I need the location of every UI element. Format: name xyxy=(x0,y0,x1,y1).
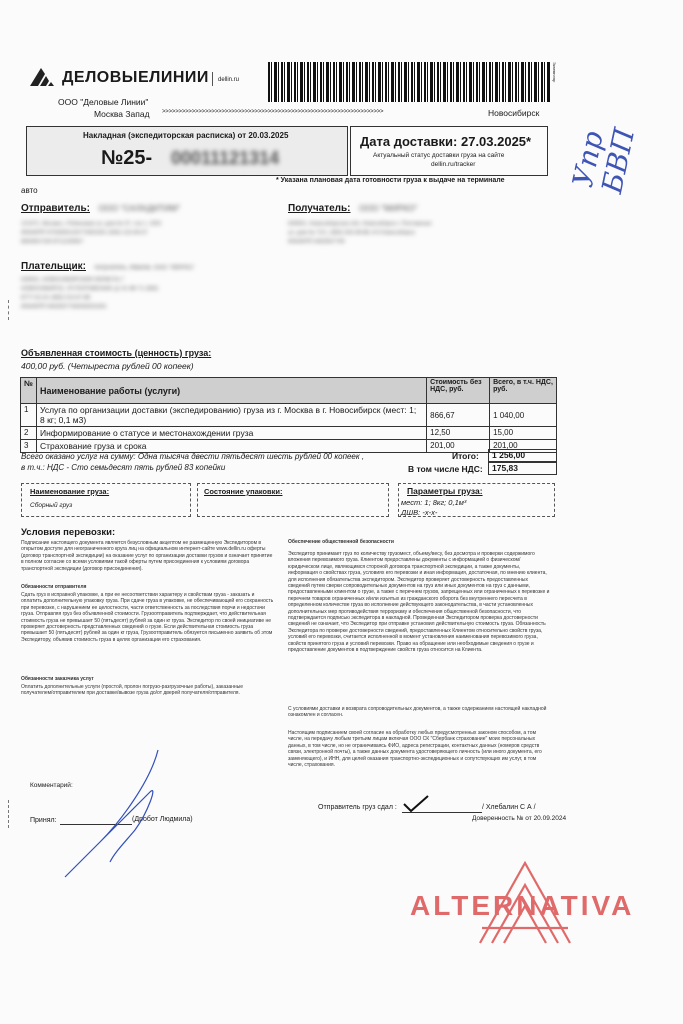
route-to: Новосибирск xyxy=(488,108,540,118)
copy-type: Экземпляр xyxy=(552,62,557,83)
service-total: 201,00 xyxy=(490,440,557,453)
cargo-params-label: Параметры груза: xyxy=(407,486,483,496)
receiver-line: 630001, Новосибирская обл, Новосибирск г, Полтавская xyxy=(288,221,432,227)
services-table xyxy=(20,377,557,453)
payer-label: Плательщик: xyxy=(21,261,86,272)
waybill-number-hidden: 00011121314 xyxy=(171,148,280,168)
waybill-title: Накладная (экспедиторская расписка) от 20.03.2025 xyxy=(83,131,289,140)
cargo-params-value: мест: 1; 8кг; 0,1м³ xyxy=(401,498,467,507)
received-label: Принял: xyxy=(30,817,57,824)
delivery-footnote: * Указана плановая дата готовности груза к выдаче на терминале xyxy=(276,177,505,184)
sender-block xyxy=(21,198,271,245)
delivery-date: Дата доставки: 27.03.2025* xyxy=(360,134,532,149)
service-name: Услуга по организации доставки (экспедированию) груза из г. Москва в г. Новосибирск (мест: 1; 8 кг; 0,1 м3) xyxy=(36,404,426,427)
obligations-title: Обязанности отправителя xyxy=(21,584,87,590)
watermark-text: ALTERNATIVA xyxy=(410,890,635,921)
declared-value-label: Объявленная стоимость (ценность) груза: xyxy=(21,348,212,358)
payer-line: 8777-61-61 (383) 213-67-88 xyxy=(21,295,91,301)
power-of-attorney: Доверенность № от 20.09.2024 xyxy=(472,815,567,822)
consent-text: С условиями доставки и возврата сопроводительных документов, а также содержанием настоящей накладной ознакомлен и согласен. xyxy=(288,706,547,719)
table-row xyxy=(21,427,557,440)
sender-line: ИНН/КПП 9729300123/772901001 (926) 123-45-67 xyxy=(21,230,148,236)
transport-mode: авто xyxy=(21,186,38,195)
payer-line: ИНН/КПП 5402567740/540201001 xyxy=(21,304,107,310)
conditions-title: Условия перевозки: xyxy=(21,527,116,538)
receiver-name: ООО "МИРКО" xyxy=(358,203,418,213)
services-summary: Всего оказано услуг на сумму: Одна тысяча двести пятьдесят шесть рублей 00 копеек , в т.ч.: НДС - Сто семьдесят пять рублей 83 копейки xyxy=(21,452,365,472)
sender-name: ООО "САЛАДИТИМ" xyxy=(98,203,181,213)
status-link[interactable]: dellin.ru/tracker xyxy=(431,161,476,168)
security-text: Экспедитор принимает груз по количеству грузомест, объему/весу, без досмотра и проверки содержимого вложения перевозимого груза. Клиентом предоставлены документы с информацией о физическом/юридическом лице, являющимся стороной договора транспортной экспедиции, а также документы, информация о свойствах груза, условиях его перевозки и иная информация, достаточная, по мнению клиента, для исполнения обязательства экспедитором. Экспедитор проверяет достоверность предоставленных сведений путем сверки сопроводительных документов на груз или иных документов на груз с данными, предоставленными клиентом о грузе, а также с перечнем грузов, запрещенных или ограниченных к перевозке и перечнем товаров ограниченных и/или изъятых из гражданского оборота без внутреннего пересчета в определенном количестве груза во исполнение действующего законодательства, в части установленных дополнительных мер противодействия терроризму и обеспечения общественной безопасности, что подтверждается подписью экспедитора в накладной. Проведенная Экспедитором проверка достоверности сведений не означает, что Экспедитор при отправке установил действительную стоимость груза. Обязанность Экспедитора по проверке достоверности сведений, предоставленных Клиентом относительно свойств груза, условий его перевозки, считается исполненной в момент установления наименования перевозимого груза, свойств принятого груза и условий перевозки. Право на обращение или необходимые сведения о грузе и предоставление документов в подтверждение свойств груза относится на Клиента. xyxy=(288,551,550,654)
route-from: Москва Запад xyxy=(94,109,150,119)
status-text: Актуальный статус доставки груза на сайте xyxy=(373,152,505,159)
handwritten-signature-large xyxy=(40,742,190,882)
security-title: Обеспечение общественной безопасности xyxy=(288,539,394,545)
row-number: 1 xyxy=(21,404,37,427)
receiver-line: ул, дом № 71/1, (383) 333-38-88, 8-9 Новосибирск xyxy=(288,230,415,236)
route-arrows: >>>>>>>>>>>>>>>>>>>>>>>>>>>>>>>>>>>>>>>>>>>>>>>>>>>>>>>>>>>>>>>>>>> xyxy=(162,109,384,115)
service-total: 15,00 xyxy=(490,427,557,440)
client-obligations-title: Обязанности заказчика услуг xyxy=(21,676,94,682)
client-obligations-text: Оплатить дополнительные услуги (простой, пролон погрузо-разгрузочные работы), заказанные получателем/отправителем при доставке/вывозе груза до/от дверей получателя/отправителя. xyxy=(21,684,244,697)
payer-line: НОВОСИБИРСК, УЛ ПОЛТАВСКАЯ, Д. 61 КВ 71 (383) xyxy=(21,286,159,292)
sender-line: 8964567100 8711234567 xyxy=(21,239,84,245)
service-total: 1 040,00 xyxy=(490,404,557,427)
delivery-date-box xyxy=(350,126,548,176)
check-signature xyxy=(402,794,432,814)
service-net: 866,67 xyxy=(427,404,490,427)
col-header: Наименование работы (услуги) xyxy=(36,378,426,404)
cargo-name-box xyxy=(21,483,191,517)
logo-divider xyxy=(212,72,213,86)
company-full-name: ООО "Деловые Линии" xyxy=(58,97,149,107)
col-header: Стоимость без НДС, руб. xyxy=(427,378,490,404)
waybill-number-box xyxy=(26,126,348,176)
company-logo xyxy=(30,66,240,88)
row-number: 3 xyxy=(21,440,37,453)
punch-marks xyxy=(8,800,10,828)
service-name: Страхование груза и срока xyxy=(36,440,426,453)
col-header: № xyxy=(21,378,37,404)
consent-personal-data: Настоящим подписанием своей согласие на обработку любых предусмотренных законом способом, а том числе, на передачу любым третьим лицам включая ООО СК "Сбербанк страхование" моих персональных данных, в том числе, но не ограничиваясь ФИО, адреса регистрации, контактных данных (номеров средств связи, электронной почты), а также данных документа удостоверяющего личность (или иного документа, его заменяющего), и ИНН, для целей оказания транспортно-экспедиционных и сопутствующих им услуг, в том числе, страхования. xyxy=(288,730,542,769)
declared-value: 400,00 руб. (Четыреста рублей 00 копеек) xyxy=(21,361,194,371)
total-label: Итого: xyxy=(452,451,479,461)
cargo-packing-label: Состояние упаковки: xyxy=(204,487,283,496)
comment-label: Комментарий: xyxy=(30,782,73,789)
table-row xyxy=(21,404,557,427)
sender-line: 121471, Москва г, Рябиновая ул, дом № 37, стр 1, 1001 xyxy=(21,221,162,227)
waybill-number-prefix: №25- xyxy=(101,147,153,169)
company-site: dellin.ru xyxy=(218,77,240,83)
cargo-name-value: Сборный груз xyxy=(30,502,73,509)
vat-value: 175,83 xyxy=(488,462,557,475)
payer-line: получатель, Иванов, ООО "МИРКО" xyxy=(94,265,195,271)
handwritten-note xyxy=(565,96,683,207)
total-value: 1 256,00 xyxy=(488,449,557,462)
cargo-name-label: Наименование груза: xyxy=(30,487,110,496)
payer-line: 630001, НОВОСИБИРСКАЯ ОБЛАСТЬ Г xyxy=(21,277,125,283)
cargo-dsh: ДШВ: -х-х- xyxy=(401,508,438,517)
sender-sign-name: / Хлебалин С А / xyxy=(482,804,536,811)
receiver-line: ИНН/КПП 5402567740 xyxy=(288,239,345,245)
sender-sign-label: Отправитель груз сдал : xyxy=(318,804,397,811)
service-name: Информирование о статусе и местонахождении груза xyxy=(36,427,426,440)
col-header: Всего, в т.ч. НДС, руб. xyxy=(490,378,557,404)
service-net: 201,00 xyxy=(427,440,490,453)
obligations-text: Сдать груз в исправной упаковке, а при ее несоответствии характеру и свойствам груза - заказать и оплатить дополнительную упаковку груза. При сдаче груза в упаковке, не обеспечивающей его сохранность при перевозке, с нарушением ее целостности, части ответственность за последствия порчи и недостачи груза. Отправляя груз без объявленной стоимости. Грузоотправитель подтверждает, что действительная стоимость груза не превышает 50 (пятьдесят) рублей за один кг груза. Экспедитор по своей инициативе не проверяет достоверность представленных сведений о грузе. Если действительная стоимость груза превышает 50 (пятьдесят) рублей за один кг груза, Грузоотправитель обязуется письменно заявить об этом Экспедитору, объявив стоимость груза в целях организации его страхования. xyxy=(21,592,274,643)
receiver-block xyxy=(288,198,543,245)
payer-block xyxy=(21,256,291,310)
vat-label: В том числе НДС: xyxy=(408,464,483,474)
sender-label: Отправитель: xyxy=(21,203,90,214)
conditions-intro: Подписание настоящего документа является безусловным акцептом не размещенную Экспедитором в открытом доступе для неограниченного круга лиц на официальном интернет-сайте www.dellin.ru оферты (договор транспортной экспедиции) на оказание услуг по организации доставки грузов и означает принятие в полном согласие со всеми условиями такой оферты путем присоединения к условиям договора транспортной экспедиции (договор присоединения). xyxy=(21,540,273,572)
logo-mark-icon xyxy=(30,66,60,88)
punch-marks xyxy=(8,300,10,320)
row-number: 2 xyxy=(21,427,37,440)
cargo-packing-box xyxy=(197,483,389,517)
receiver-label: Получатель: xyxy=(288,203,351,214)
handwritten-note-text: Упр БВП xyxy=(565,125,642,197)
cargo-params-box xyxy=(398,483,555,517)
service-net: 12,50 xyxy=(427,427,490,440)
barcode xyxy=(268,62,550,102)
company-name: ДЕЛОВЫЕЛИНИИ xyxy=(62,69,209,86)
received-name: (Дробот Людмила) xyxy=(132,816,193,823)
